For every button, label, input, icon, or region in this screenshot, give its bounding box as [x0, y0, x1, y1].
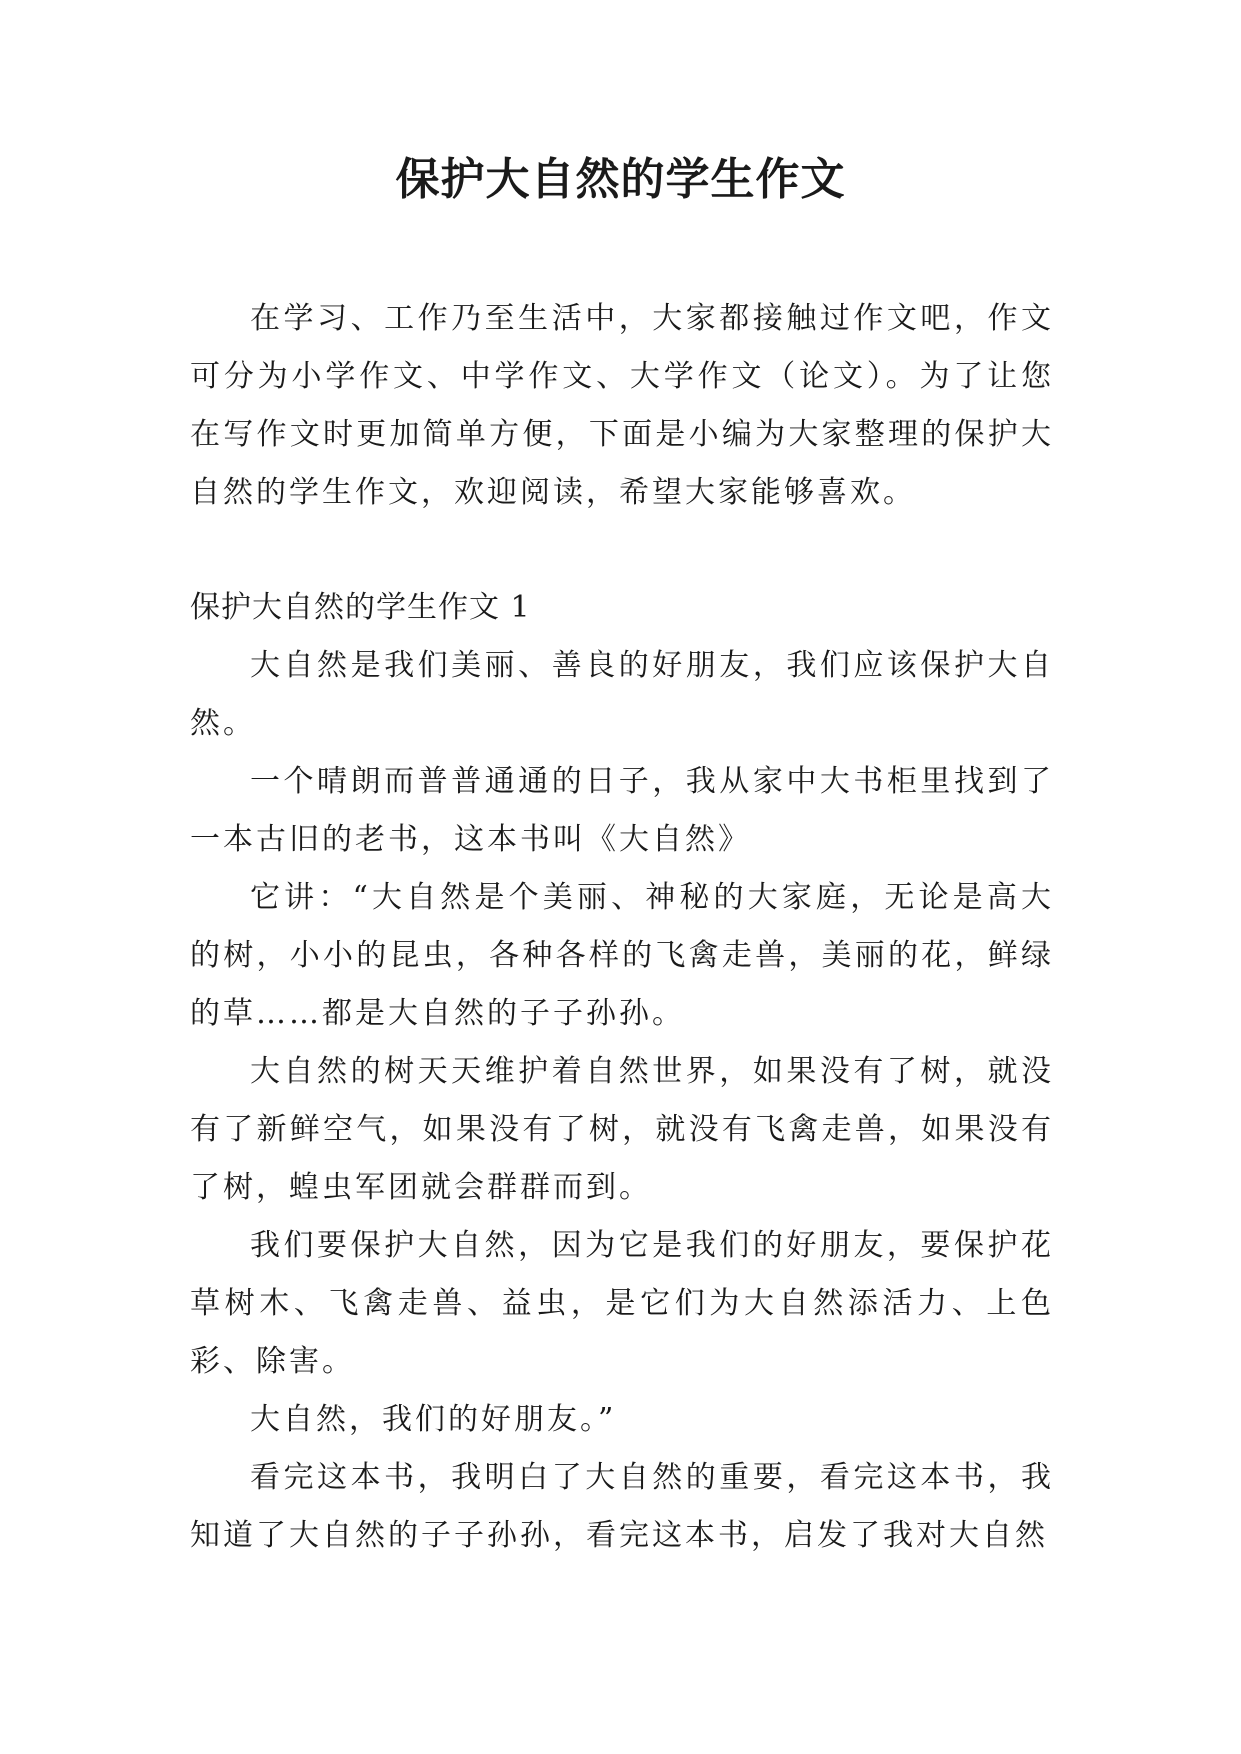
body-paragraph: 一个晴朗而普普通通的日子，我从家中大书柜里找到了一本古旧的老书，这本书叫《大自然》	[190, 764, 1054, 857]
body-paragraph: 大自然的树天天维护着自然世界，如果没有了树，就没有了新鲜空气，如果没有了树，就没有飞禽走兽，如果没有了树，蝗虫军团就会群群而到。	[190, 1054, 1054, 1205]
body-paragraph: 我们要保护大自然，因为它是我们的好朋友，要保护花草树木、飞禽走兽、益虫，是它们为大自然添活力、上色彩、除害。	[190, 1228, 1054, 1379]
body-paragraph: 大自然，我们的好朋友。”	[250, 1402, 617, 1437]
document-title: 保护大自然的学生作文	[395, 154, 846, 205]
body-paragraph: 它讲：“大自然是个美丽、神秘的大家庭，无论是高大的树，小小的昆虫，各种各样的飞禽走兽，美丽的花，鲜绿的草……都是大自然的子子孙孙。	[190, 880, 1054, 1031]
intro-paragraph: 在学习、工作乃至生活中，大家都接触过作文吧，作文可分为小学作文、中学作文、大学作文（论文）。为了让您在写作文时更加简单方便，下面是小编为大家整理的保护大自然的学生作文，欢迎阅读，希望大家能够喜欢。	[190, 301, 1054, 510]
section-heading: 保护大自然的学生作文 1	[190, 590, 531, 625]
body-paragraph: 看完这本书，我明白了大自然的重要，看完这本书，我知道了大自然的子子孙孙，看完这本书，启发了我对大自然	[190, 1460, 1054, 1553]
body-paragraph: 大自然是我们美丽、善良的好朋友，我们应该保护大自然。	[190, 648, 1054, 741]
document-body	[190, 290, 1054, 1565]
